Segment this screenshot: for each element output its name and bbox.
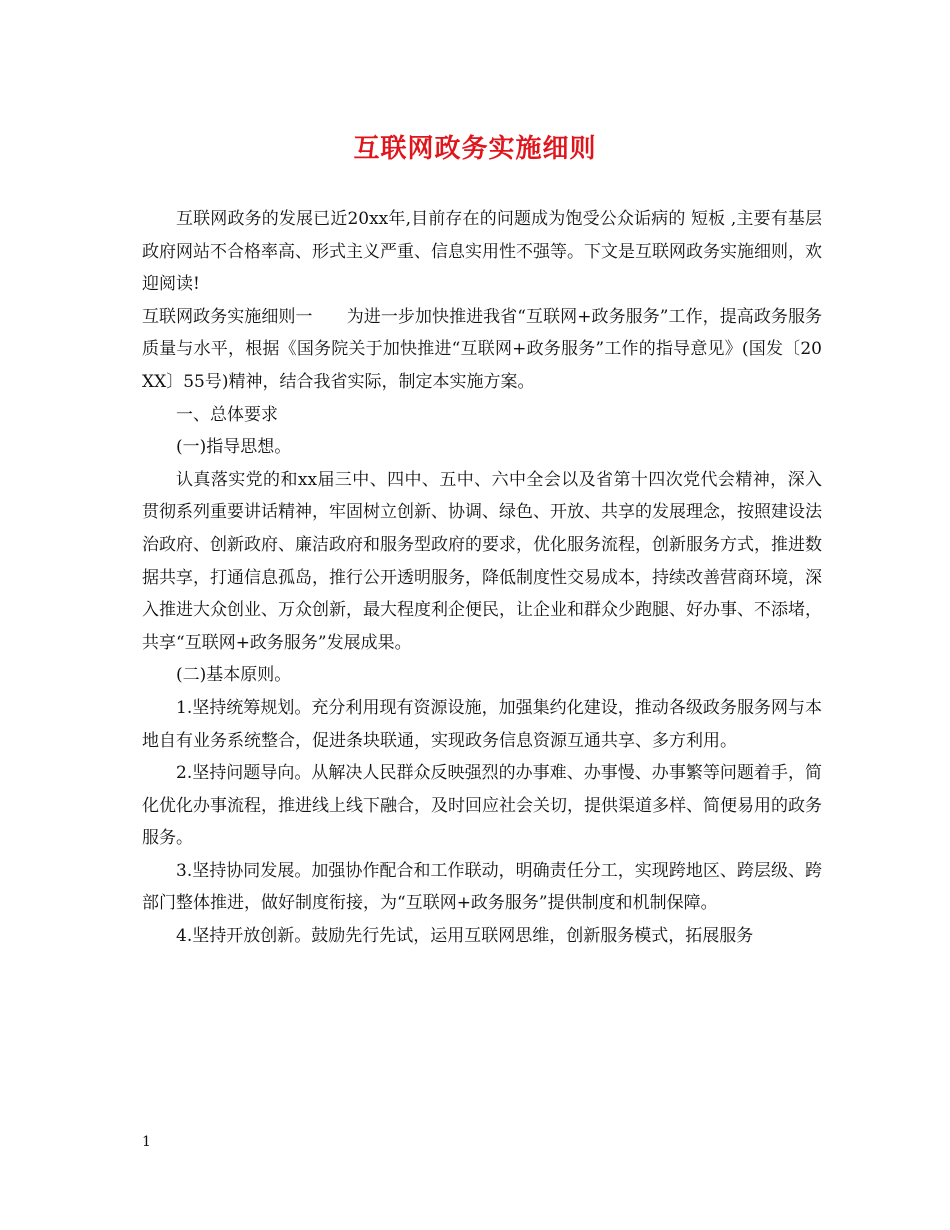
section-heading-general-requirements: 一、总体要求 <box>176 404 278 425</box>
paragraph-principle-4: 4.坚持开放创新。鼓励先行先试，运用互联网思维，创新服务模式，拓展服务 <box>176 926 754 947</box>
paragraph-principle-3: 3.坚持协同发展。加强协作配合和工作联动，明确责任分工，实现跨地区、跨层级、跨部门整体推进，做好制度衔接，为“互联网+政务服务”提供制度和机制保障。 <box>142 860 822 914</box>
subsection-heading-basic-principles: (二)基本原则。 <box>176 665 292 686</box>
paragraph-preface: 互联网政务实施细则一 为进一步加快推进我省“互联网+政务服务”工作，提高政务服务质量与水平，根据《国务院关于加快推进“互联网+政务服务”工作的指导意见》(国发〔20XX〕55号)精神，结合我省实际，制定本实施方案。 <box>142 306 822 392</box>
document-title: 互联网政务实施细则 <box>353 134 597 164</box>
paragraph-intro: 互联网政务的发展已近20xx年,目前存在的问题成为饱受公众诟病的 短板 ,主要有基层政府网站不合格率高、形式主义严重、信息实用性不强等。下文是互联网政务实施细则，欢迎阅读! <box>142 209 822 295</box>
document-body <box>142 203 822 953</box>
page-number: 1 <box>142 1134 151 1150</box>
paragraph-guiding-ideology: 认真落实党的和xx届三中、四中、五中、六中全会以及省第十四次党代会精神，深入贯彻系列重要讲话精神，牢固树立创新、协调、绿色、开放、共享的发展理念，按照建设法治政府、创新政府、廉洁政府和服务型政府的要求，优化服务流程，创新服务方式，推进数据共享，打通信息孤岛，推行公开透明服务，降低制度性交易成本，持续改善营商环境，深入推进大众创业、万众创新，最大程度利企便民，让企业和群众少跑腿、好办事、不添堵，共享“互联网+政务服务”发展成果。 <box>142 469 822 653</box>
paragraph-principle-1: 1.坚持统筹规划。充分利用现有资源设施，加强集约化建设，推动各级政务服务网与本地自有业务系统整合，促进条块联通，实现政务信息资源互通共享、多方利用。 <box>142 697 822 751</box>
paragraph-principle-2: 2.坚持问题导向。从解决人民群众反映强烈的办事难、办事慢、办事繁等问题着手，简化优化办事流程，推进线上线下融合，及时回应社会关切，提供渠道多样、简便易用的政务服务。 <box>142 763 822 849</box>
subsection-heading-guiding-ideology: (一)指导思想。 <box>176 437 292 458</box>
